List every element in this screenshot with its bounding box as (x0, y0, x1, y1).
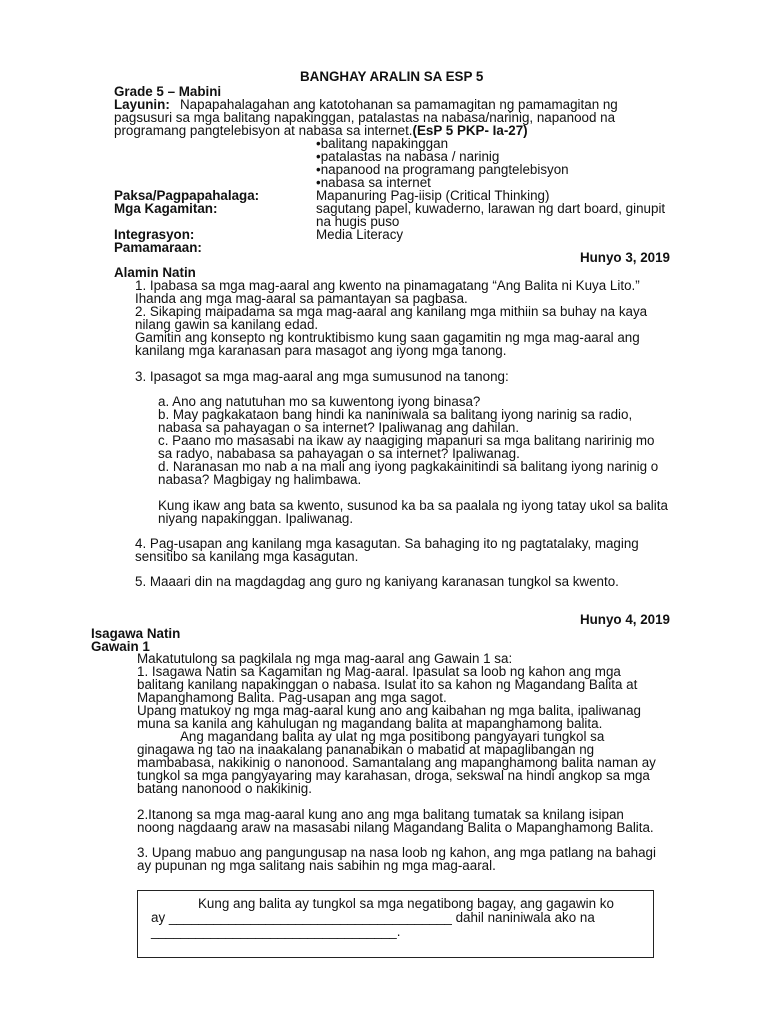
isagawa-p2-line: ginagawa ng tao na inaakalang pananabikan o mabatid at mapaglibangan ng (137, 742, 595, 757)
question-line: c. Paano mo masasabi na ikaw ay naagiging mapanuri sa mga balitang naririnig mo (158, 433, 655, 448)
grade-label: Grade 5 – Mabini (114, 84, 222, 99)
isagawa-heading: Isagawa Natin (91, 626, 181, 641)
isagawa-p4-line: ay pupunan ng mga salitang nais sabihin ng mga mag-aaral. (137, 858, 496, 873)
alamin-item-4-line-2: sensitibo sa kanilang mga kasagutan. (135, 549, 359, 564)
question-line: nabasa sa pahayagan o sa internet? Ipaliwanag ang dahilan. (158, 420, 520, 435)
kagamitan-label: Mga Kagamitan: (114, 201, 218, 216)
paksa-value: Mapanuring Pag-iisip (Critical Thinking) (316, 188, 550, 203)
date-hunyo-4: Hunyo 4, 2019 (579, 612, 670, 627)
layunin-line-3-text: programang pangtelebisyon at nabasa sa internet. (114, 123, 413, 138)
layunin-line-2: pagsusuri sa mga balitang napakinggan, patalastas na nabasa/narinig, napanood na (114, 110, 616, 125)
isagawa-p2-line: mambabasa, nakikinig o nanonood. Samantalang ang mapanghamong balita naman ay (137, 755, 656, 770)
question-line: nabasa? Magbigay ng halimbawa. (158, 472, 362, 487)
question-line: d. Naranasan mo nab a na mali ang iyong pagkakainitindi sa balitang iyong narinig o (158, 459, 659, 474)
kung-line-1: Kung ikaw ang bata sa kwento, susunod ka ba sa paalala ng iyong tatay ukol sa balita (158, 498, 668, 513)
alamin-item-2-line-4: kanilang mga karanasan para masagot ang iyong mga tanong. (135, 343, 507, 358)
isagawa-p1-line: balitang kanilang napakinggan o nabasa. Isulat ito sa kahon ng Magandang Balita at (137, 677, 638, 692)
alamin-heading: Alamin Natin (114, 265, 196, 280)
isagawa-p3-line: noong nagdaang araw na masasabi nilang Magandang Balita o Mapanghamong Balita. (137, 820, 654, 835)
layunin-label: Layunin: (114, 97, 170, 112)
paksa-label: Paksa/Pagpapahalaga: (114, 188, 260, 203)
alamin-item-1-line-1: 1. Ipabasa sa mga mag-aaral ang kwento na pinamagatang “Ang Balita ni Kuya Lito.” (135, 278, 640, 293)
kagamitan-line-1: sagutang papel, kuwaderno, larawan ng dart board, ginupit (316, 201, 666, 216)
document-title: BANGHAY ARALIN SA ESP 5 (300, 69, 484, 84)
alamin-item-3: 3. Ipasagot sa mga mag-aaral ang mga sumusunod na tanong: (135, 369, 509, 384)
alamin-item-5: 5. Maaari din na magdagdag ang guro ng kaniyang karanasan tungkol sa kwento. (135, 574, 619, 589)
isagawa-p4-line: 3. Upang mabuo ang pangungusap na nasa loob ng kahon, ang mga patlang na bahagi (137, 845, 656, 860)
box-line-1: Kung ang balita ay tungkol sa mga negatibong bagay, ang gagawin ko (198, 896, 614, 911)
box-line-3: _________________________________. (151, 924, 401, 939)
alamin-item-2-line-3: Gamitin ang konsepto ng kontruktibismo kung saan gagamitin ng mga mag-aaral ang (135, 330, 640, 345)
bullet-item: •nabasa sa internet (316, 175, 431, 190)
isagawa-p1-line: Upang matukoy ng mga mag-aaral kung ano ang kaibahan ng mga balita, ipaliwanag (137, 703, 641, 718)
layunin-line-1: Napapahalagahan ang katotohanan sa pamamagitan ng pamamagitan ng (180, 97, 618, 112)
gawain-heading: Gawain 1 (91, 639, 150, 654)
bullet-item: •balitang napakinggan (316, 136, 449, 151)
alamin-item-2-line-2: nilang gawin sa kanilang edad. (135, 317, 319, 332)
isagawa-p2-line: batang nanonood o nakikinig. (137, 781, 312, 796)
alamin-item-1-line-2: Ihanda ang mga mag-aaral sa pamantayan sa pagbasa. (135, 291, 468, 306)
bullet-item: •napanood na programang pangtelebisyon (316, 162, 569, 177)
isagawa-p1-line: muna sa kanila ang kahulugan ng magandang balita at mapanghamong balita. (137, 716, 603, 731)
layunin-code: (EsP 5 PKP- Ia-27) (412, 123, 528, 138)
isagawa-p1-line: Mapanghamong Balita. Pag-usapan ang mga sagot. (137, 690, 447, 705)
integrasyon-label: Integrasyon: (114, 227, 195, 242)
pamamaraan-label: Pamamaraan: (114, 240, 202, 255)
bullet-item: •patalastas na nabasa / narinig (316, 149, 500, 164)
box-line-2: ay ______________________________________ dahil naniniwala ako na (151, 910, 595, 925)
fill-in-box (137, 890, 654, 958)
isagawa-p2-line: tungkol sa mga pangyayaring may karahasan, droga, sekswal na hindi angkop sa mga (137, 768, 650, 783)
isagawa-p3-line: 2.Itanong sa mga mag-aaral kung ano ang mga balitang tumatak sa knilang isipan (137, 807, 624, 822)
alamin-item-4-line-1: 4. Pag-usapan ang kanilang mga kasagutan. Sa bahaging ito ng pagtatalaky, maging (135, 536, 639, 551)
isagawa-intro: Makatutulong sa pagkilala ng mga mag-aaral ang Gawain 1 sa: (137, 651, 513, 666)
integrasyon-value: Media Literacy (316, 227, 404, 242)
question-line: a. Ano ang natutuhan mo sa kuwentong iyong binasa? (158, 394, 481, 409)
isagawa-p1-line: 1. Isagawa Natin sa Kagamitan ng Mag-aaral. Ipasulat sa loob ng kahon ang mga (137, 664, 621, 679)
isagawa-p2-line: Ang magandang balita ay ulat ng mga positibong pangyayari tungkol sa (180, 729, 605, 744)
kagamitan-line-2: na hugis puso (316, 214, 400, 229)
question-line: b. May pagkakataon bang hindi ka naniniwala sa balitang iyong narinig sa radio, (158, 407, 633, 422)
kung-line-2: niyang napakinggan. Ipaliwanag. (158, 511, 354, 526)
question-line: sa radyo, nababasa sa pahayagan o sa internet? Ipaliwanag. (158, 446, 520, 461)
alamin-item-2-line-1: 2. Sikaping maipadama sa mga mag-aaral ang kanilang mga mithiin sa buhay na kaya (135, 304, 648, 319)
date-hunyo-3: Hunyo 3, 2019 (579, 250, 670, 265)
